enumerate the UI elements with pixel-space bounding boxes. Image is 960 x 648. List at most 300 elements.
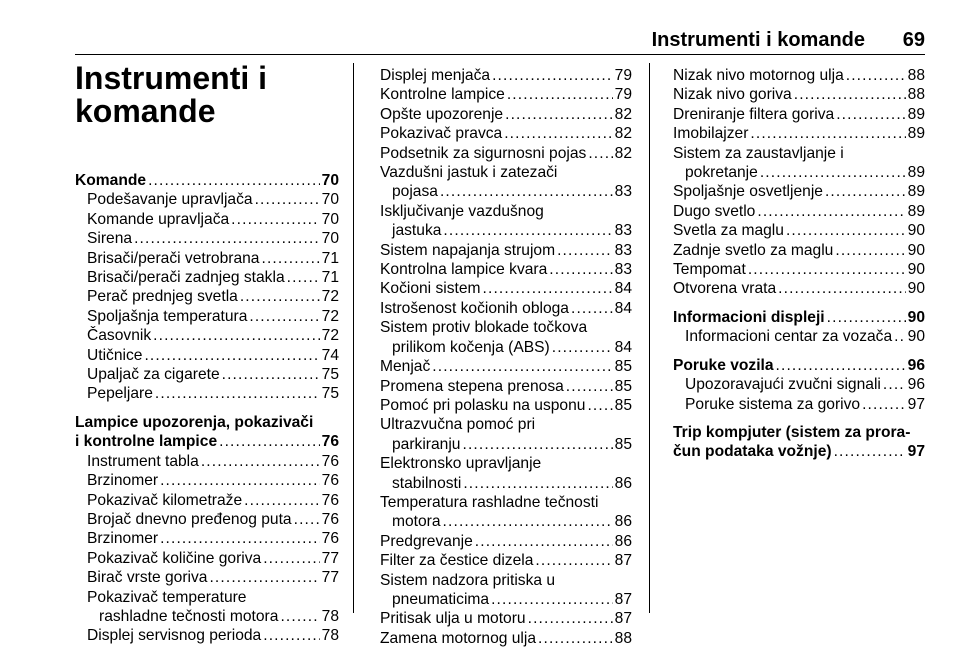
dot-leader xyxy=(836,105,905,124)
dot-leader xyxy=(846,66,906,85)
toc-entry-text: Menjač xyxy=(380,358,431,376)
toc-page-number: 76 xyxy=(321,433,339,451)
toc-page-number: 72 xyxy=(321,327,339,345)
toc-entry-row xyxy=(87,287,339,306)
toc-entry[interactable] xyxy=(673,241,925,260)
dot-leader xyxy=(280,607,319,626)
toc-entry-row xyxy=(673,105,925,124)
dot-leader xyxy=(862,395,906,414)
toc-entry[interactable] xyxy=(75,549,339,568)
toc-entry-text: Časovnik xyxy=(87,327,152,345)
toc-entry-text: Brzinomer xyxy=(87,530,159,548)
toc-entry-row xyxy=(380,338,632,357)
toc-page-number: 76 xyxy=(321,530,339,548)
toc-entry-row xyxy=(673,442,925,461)
toc-entry-text: Spoljašnje osvetljenje xyxy=(673,183,823,201)
toc-entry-row xyxy=(87,229,339,248)
toc-entry-text: Tempomat xyxy=(673,261,746,279)
toc-column-3 xyxy=(673,66,925,462)
toc-entry-row xyxy=(380,396,632,415)
toc-entry-text: Displej menjača xyxy=(380,67,491,84)
toc-page-number: 70 xyxy=(321,210,339,228)
chapter-title-line-2: komande xyxy=(75,93,216,129)
toc-entry-text: Upozoravajući zvučni signali xyxy=(685,376,881,394)
toc-entry[interactable] xyxy=(380,260,632,279)
toc-entry-text: Kočioni sistem xyxy=(380,280,481,298)
dot-leader xyxy=(160,471,320,490)
dot-leader xyxy=(432,357,612,376)
toc-entry[interactable] xyxy=(75,268,339,287)
dot-leader xyxy=(443,512,613,531)
toc-entry-row xyxy=(87,568,339,587)
toc-entry-row xyxy=(380,377,632,396)
dot-leader xyxy=(571,299,613,318)
toc-entry[interactable] xyxy=(380,454,632,493)
toc-entry-text: Informacioni displeji xyxy=(673,308,825,326)
toc-entry[interactable] xyxy=(75,249,339,268)
toc-entry-text: pokretanje xyxy=(685,164,758,182)
dot-leader xyxy=(287,268,320,287)
toc-entry[interactable] xyxy=(75,452,339,471)
toc-entry-row xyxy=(87,268,339,287)
toc-entry-row xyxy=(685,327,925,346)
toc-page-number: 78 xyxy=(321,607,339,625)
toc-entry-row xyxy=(87,549,339,568)
toc-entry[interactable] xyxy=(75,529,339,548)
toc-entry-row xyxy=(380,241,632,260)
toc-entry[interactable] xyxy=(380,493,632,532)
toc-page-number: 84 xyxy=(614,299,632,317)
dot-leader xyxy=(549,260,612,279)
dot-leader xyxy=(834,442,906,461)
toc-entry-row xyxy=(75,171,339,190)
toc-entry-row xyxy=(380,105,632,124)
toc-entry[interactable] xyxy=(673,356,925,375)
toc-entry[interactable] xyxy=(75,210,339,229)
column-divider xyxy=(353,63,354,613)
toc-entry-row xyxy=(673,279,925,298)
dot-leader xyxy=(883,375,906,394)
dot-leader xyxy=(134,229,320,248)
toc-entry-row xyxy=(673,66,925,85)
dot-leader xyxy=(240,287,320,306)
dot-leader xyxy=(153,326,320,345)
toc-entry-text: Predgrevanje xyxy=(380,532,473,550)
dot-leader xyxy=(504,124,612,143)
toc-entry-row xyxy=(380,551,632,570)
toc-entry-text: Elektronsko upravljanje xyxy=(380,455,542,473)
toc-entry-text: Vazdušni jastuk i zatezači xyxy=(380,164,558,182)
dot-leader xyxy=(557,241,613,260)
toc-entry[interactable] xyxy=(380,609,632,628)
toc-page-number: 82 xyxy=(614,144,632,162)
toc-page-number: 89 xyxy=(907,105,925,123)
toc-page-number: 90 xyxy=(907,261,925,279)
toc-entry-row xyxy=(673,124,925,143)
dot-leader xyxy=(209,568,319,587)
page-number: 69 xyxy=(902,29,925,51)
dot-leader xyxy=(552,338,613,357)
toc-entry-row xyxy=(75,432,339,451)
toc-entry[interactable] xyxy=(75,568,339,587)
toc-page-number: 86 xyxy=(614,513,632,531)
dot-leader xyxy=(475,532,613,551)
toc-entry[interactable] xyxy=(380,629,632,648)
dot-leader xyxy=(894,327,905,346)
toc-entry-row xyxy=(380,590,632,609)
chapter-title xyxy=(75,62,267,128)
toc-column-2 xyxy=(380,66,632,648)
toc-entry-text: Utičnice xyxy=(87,346,143,364)
dot-leader xyxy=(160,529,320,548)
toc-entry[interactable] xyxy=(380,532,632,551)
dot-leader xyxy=(144,346,319,365)
dot-leader xyxy=(528,609,613,628)
toc-entry-row xyxy=(87,190,339,209)
toc-page-number: 70 xyxy=(321,172,339,189)
dot-leader xyxy=(443,221,612,240)
dot-leader xyxy=(440,182,613,201)
toc-entry-row xyxy=(380,474,632,493)
toc-page-number: 76 xyxy=(321,491,339,509)
toc-entry-text: Sirena xyxy=(87,230,133,248)
toc-entry[interactable] xyxy=(380,357,632,376)
toc-entry-row xyxy=(673,260,925,279)
toc-entry-text: Podešavanje upravljača xyxy=(87,191,253,209)
toc-entry[interactable] xyxy=(380,396,632,415)
toc-entry-text: Pokazivač količine goriva xyxy=(87,549,262,567)
toc-entry-text: Brzinomer xyxy=(87,472,159,490)
toc-entry-text: prilikom kočenja (ABS) xyxy=(392,338,550,356)
toc-entry-row xyxy=(380,629,632,648)
toc-page-number: 82 xyxy=(614,125,632,143)
toc-entry-text: stabilnosti xyxy=(392,474,462,492)
toc-entry-row xyxy=(380,299,632,318)
toc-page-number: 85 xyxy=(614,358,632,376)
toc-page-number: 88 xyxy=(907,67,925,84)
toc-page-number: 90 xyxy=(907,222,925,240)
toc-entry-text: Zamena motornog ulja xyxy=(380,629,537,647)
toc-entry-text: Pepeljare xyxy=(87,385,153,403)
toc-entry[interactable] xyxy=(75,307,339,326)
toc-entry-text: Ultrazvučna pomoć pri xyxy=(380,416,536,434)
toc-entry[interactable] xyxy=(673,85,925,104)
toc-entry-text: Sistem napajanja strujom xyxy=(380,241,556,259)
toc-entry-text: Dugo svetlo xyxy=(673,202,756,220)
toc-entry[interactable] xyxy=(380,318,632,357)
toc-entry-row xyxy=(380,512,632,531)
dot-leader xyxy=(587,396,612,415)
dot-leader xyxy=(222,365,320,384)
toc-entry-row xyxy=(87,452,339,471)
dot-leader xyxy=(835,241,905,260)
toc-entry[interactable] xyxy=(673,182,925,201)
toc-entry-row xyxy=(380,532,632,551)
toc-entry[interactable] xyxy=(380,279,632,298)
toc-entry[interactable] xyxy=(380,124,632,143)
dot-leader xyxy=(263,626,319,645)
toc-page-number: 76 xyxy=(321,472,339,490)
dot-leader xyxy=(155,384,320,403)
dot-leader xyxy=(244,491,320,510)
toc-entry[interactable] xyxy=(380,163,632,202)
dot-leader xyxy=(757,202,905,221)
toc-entry-row xyxy=(673,182,925,201)
toc-entry[interactable] xyxy=(673,423,925,462)
toc-entry-text: pneumaticima xyxy=(392,590,490,608)
toc-entry-text: parkiranju xyxy=(392,435,461,453)
toc-page-number: 87 xyxy=(614,552,632,570)
toc-entry-text: Pokazivač temperature xyxy=(87,588,247,606)
toc-entry-text: Poruke vozila xyxy=(673,356,774,374)
toc-entry-text: Brojač dnevno pređenog puta xyxy=(87,510,292,528)
dot-leader xyxy=(778,279,905,298)
toc-entry-text: pojasa xyxy=(392,183,438,201)
toc-entry-row xyxy=(87,307,339,326)
dot-leader xyxy=(538,629,613,648)
toc-entry-row xyxy=(380,221,632,240)
toc-entry-text: Poruke sistema za gorivo xyxy=(685,395,861,413)
toc-entry[interactable] xyxy=(380,85,632,104)
toc-entry[interactable] xyxy=(75,626,339,645)
toc-entry-text: Brisači/perači zadnjeg stakla xyxy=(87,269,285,287)
toc-page-number: 77 xyxy=(321,549,339,567)
toc-entry-text: čun podataka vožnje) xyxy=(673,443,832,461)
toc-entry[interactable] xyxy=(75,171,339,190)
toc-entry[interactable] xyxy=(75,326,339,345)
toc-entry-text: Sistem za zaustavljanje i xyxy=(673,144,844,162)
toc-entry[interactable] xyxy=(673,124,925,143)
dot-leader xyxy=(255,190,320,209)
toc-entry-row xyxy=(87,365,339,384)
toc-entry-text: Perač prednjeg svetla xyxy=(87,288,238,306)
toc-entry-text: Pomoć pri polasku na usponu xyxy=(380,396,586,414)
toc-entry-text: Kontrolne lampice xyxy=(380,86,505,104)
toc-entry-row xyxy=(87,210,339,229)
toc-page-number: 89 xyxy=(907,183,925,201)
toc-entry-row xyxy=(380,144,632,163)
toc-entry-text: Svetla za maglu xyxy=(673,222,784,240)
toc-page-number: 89 xyxy=(907,164,925,182)
toc-entry-text: Upaljač za cigarete xyxy=(87,366,220,384)
toc-entry[interactable] xyxy=(380,144,632,163)
toc-entry-row xyxy=(673,241,925,260)
toc-entry[interactable] xyxy=(673,260,925,279)
toc-entry[interactable] xyxy=(673,327,925,346)
toc-entry-text: Spoljašnja temperatura xyxy=(87,307,248,325)
toc-page-number: 86 xyxy=(614,532,632,550)
toc-entry[interactable] xyxy=(673,308,925,327)
dot-leader xyxy=(588,144,612,163)
toc-page-number: 78 xyxy=(321,627,339,645)
toc-entry[interactable] xyxy=(380,551,632,570)
toc-page-number: 79 xyxy=(614,86,632,104)
toc-entry[interactable] xyxy=(673,202,925,221)
toc-page-number: 71 xyxy=(321,249,339,267)
dot-leader xyxy=(249,307,319,326)
toc-page-number: 89 xyxy=(907,202,925,220)
toc-entry-row xyxy=(380,66,632,85)
toc-entry-row xyxy=(380,85,632,104)
toc-entry-text: Filter za čestice dizela xyxy=(380,552,534,570)
toc-entry[interactable] xyxy=(673,144,925,183)
toc-entry[interactable] xyxy=(380,66,632,85)
toc-entry[interactable] xyxy=(75,491,339,510)
toc-entry-text: Otvorena vrata xyxy=(673,280,777,298)
toc-entry-row xyxy=(87,326,339,345)
toc-entry-text: motora xyxy=(392,513,441,531)
dot-leader xyxy=(827,308,906,327)
toc-page-number: 75 xyxy=(321,385,339,403)
toc-entry-row xyxy=(685,395,925,414)
dot-leader xyxy=(491,590,613,609)
dot-leader xyxy=(201,452,320,471)
toc-entry-row xyxy=(87,607,339,626)
toc-entry-row xyxy=(673,163,925,182)
toc-entry-text: Istrošenost kočionih obloga xyxy=(380,299,569,317)
toc-page-number: 85 xyxy=(614,377,632,395)
toc-entry-row xyxy=(673,85,925,104)
dot-leader xyxy=(261,249,319,268)
toc-entry-text: Isključivanje vazdušnog xyxy=(380,202,544,220)
toc-page-number: 96 xyxy=(907,356,925,374)
toc-column-1 xyxy=(75,171,339,646)
toc-entry-text: Instrument tabla xyxy=(87,452,199,470)
toc-page-number: 85 xyxy=(614,396,632,414)
toc-entry-row xyxy=(87,346,339,365)
dot-leader xyxy=(492,66,613,85)
toc-entry[interactable] xyxy=(380,241,632,260)
toc-entry-row xyxy=(87,471,339,490)
toc-entry-row xyxy=(673,308,925,327)
toc-page-number: 90 xyxy=(907,241,925,259)
toc-entry-text: Sistem nadzora pritiska u xyxy=(380,571,556,589)
dot-leader xyxy=(505,105,613,124)
toc-entry-row xyxy=(87,510,339,529)
toc-entry[interactable] xyxy=(380,202,632,241)
toc-entry-row xyxy=(673,221,925,240)
toc-page-number: 97 xyxy=(907,395,925,413)
toc-entry-row xyxy=(380,357,632,376)
toc-entry-text: Pokazivač pravca xyxy=(380,125,503,143)
toc-entry-row xyxy=(673,202,925,221)
toc-entry-text: Pritisak ulja u motoru xyxy=(380,610,526,628)
toc-entry[interactable] xyxy=(75,384,339,403)
toc-entry-text: Informacioni centar za vozača xyxy=(685,328,893,346)
toc-entry-row xyxy=(685,375,925,394)
toc-page-number: 83 xyxy=(614,261,632,279)
toc-entry[interactable] xyxy=(380,299,632,318)
toc-entry-text: Trip kompjuter (sistem za prora- xyxy=(673,423,911,441)
toc-entry-text: Nizak nivo motornog ulja xyxy=(673,67,844,84)
toc-entry-text: Dreniranje filtera goriva xyxy=(673,105,835,123)
toc-entry[interactable] xyxy=(673,105,925,124)
toc-entry[interactable] xyxy=(75,471,339,490)
toc-entry[interactable] xyxy=(75,190,339,209)
toc-entry[interactable] xyxy=(673,279,925,298)
column-divider xyxy=(649,63,650,613)
toc-entry[interactable] xyxy=(673,395,925,414)
toc-entry-row xyxy=(673,356,925,375)
toc-entry-row xyxy=(87,384,339,403)
dot-leader xyxy=(535,551,612,570)
toc-page-number: 82 xyxy=(614,105,632,123)
toc-page-number: 89 xyxy=(907,125,925,143)
toc-page-number: 87 xyxy=(614,590,632,608)
toc-page-number: 90 xyxy=(907,328,925,346)
toc-entry-row xyxy=(380,260,632,279)
toc-entry[interactable] xyxy=(75,287,339,306)
toc-entry-text: Brisači/perači vetrobrana xyxy=(87,249,260,267)
toc-entry[interactable] xyxy=(673,375,925,394)
dot-leader xyxy=(294,510,320,529)
dot-leader xyxy=(219,432,320,451)
toc-entry-text: Pokazivač kilometraže xyxy=(87,491,243,509)
toc-page-number: 87 xyxy=(614,610,632,628)
toc-entry-row xyxy=(380,279,632,298)
toc-page-number: 96 xyxy=(907,376,925,394)
toc-page-number: 83 xyxy=(614,183,632,201)
toc-entry[interactable] xyxy=(380,571,632,610)
toc-entry[interactable] xyxy=(380,105,632,124)
dot-leader xyxy=(750,124,905,143)
toc-entry-text: Zadnje svetlo za maglu xyxy=(673,241,834,259)
toc-page-number: 97 xyxy=(907,443,925,461)
toc-entry[interactable] xyxy=(75,365,339,384)
toc-entry-row xyxy=(380,182,632,201)
toc-entry[interactable] xyxy=(75,588,339,627)
dot-leader xyxy=(483,279,613,298)
dot-leader xyxy=(748,260,906,279)
toc-entry[interactable] xyxy=(380,415,632,454)
dot-leader xyxy=(507,85,613,104)
toc-entry[interactable] xyxy=(75,346,339,365)
toc-entry[interactable] xyxy=(75,510,339,529)
toc-entry-text: Komande upravljača xyxy=(87,210,230,228)
toc-entry-row xyxy=(87,626,339,645)
toc-entry[interactable] xyxy=(380,377,632,396)
toc-page-number: 84 xyxy=(614,280,632,298)
chapter-title-line-1: Instrumenti i xyxy=(75,60,268,96)
toc-entry[interactable] xyxy=(673,66,925,85)
toc-entry-text: Promena stepena prenosa xyxy=(380,377,564,395)
dot-leader xyxy=(825,182,906,201)
toc-entry-text: Kontrolna lampice kvara xyxy=(380,261,548,279)
dot-leader xyxy=(263,549,319,568)
toc-entry[interactable] xyxy=(673,221,925,240)
toc-page-number: 90 xyxy=(907,308,925,326)
toc-page-number: 90 xyxy=(907,280,925,298)
toc-page-number: 76 xyxy=(321,510,339,528)
toc-page-number: 83 xyxy=(614,241,632,259)
toc-entry-row xyxy=(380,435,632,454)
toc-entry-row xyxy=(87,491,339,510)
toc-entry-row xyxy=(380,609,632,628)
toc-entry-text: Temperatura rashladne tečnosti xyxy=(380,493,599,511)
toc-entry-text: jastuka xyxy=(392,222,442,240)
toc-page-number: 75 xyxy=(321,366,339,384)
toc-entry[interactable] xyxy=(75,413,339,452)
toc-page-number: 77 xyxy=(321,569,339,587)
toc-entry-text: Komande xyxy=(75,172,147,189)
toc-entry-text: Sistem protiv blokade točkova xyxy=(380,319,588,337)
toc-entry-text: Birač vrste goriva xyxy=(87,569,208,587)
dot-leader xyxy=(463,474,612,493)
toc-entry-text: Imobilajzer xyxy=(673,125,749,143)
toc-entry[interactable] xyxy=(75,229,339,248)
toc-page-number: 76 xyxy=(321,452,339,470)
toc-page-number: 83 xyxy=(614,222,632,240)
